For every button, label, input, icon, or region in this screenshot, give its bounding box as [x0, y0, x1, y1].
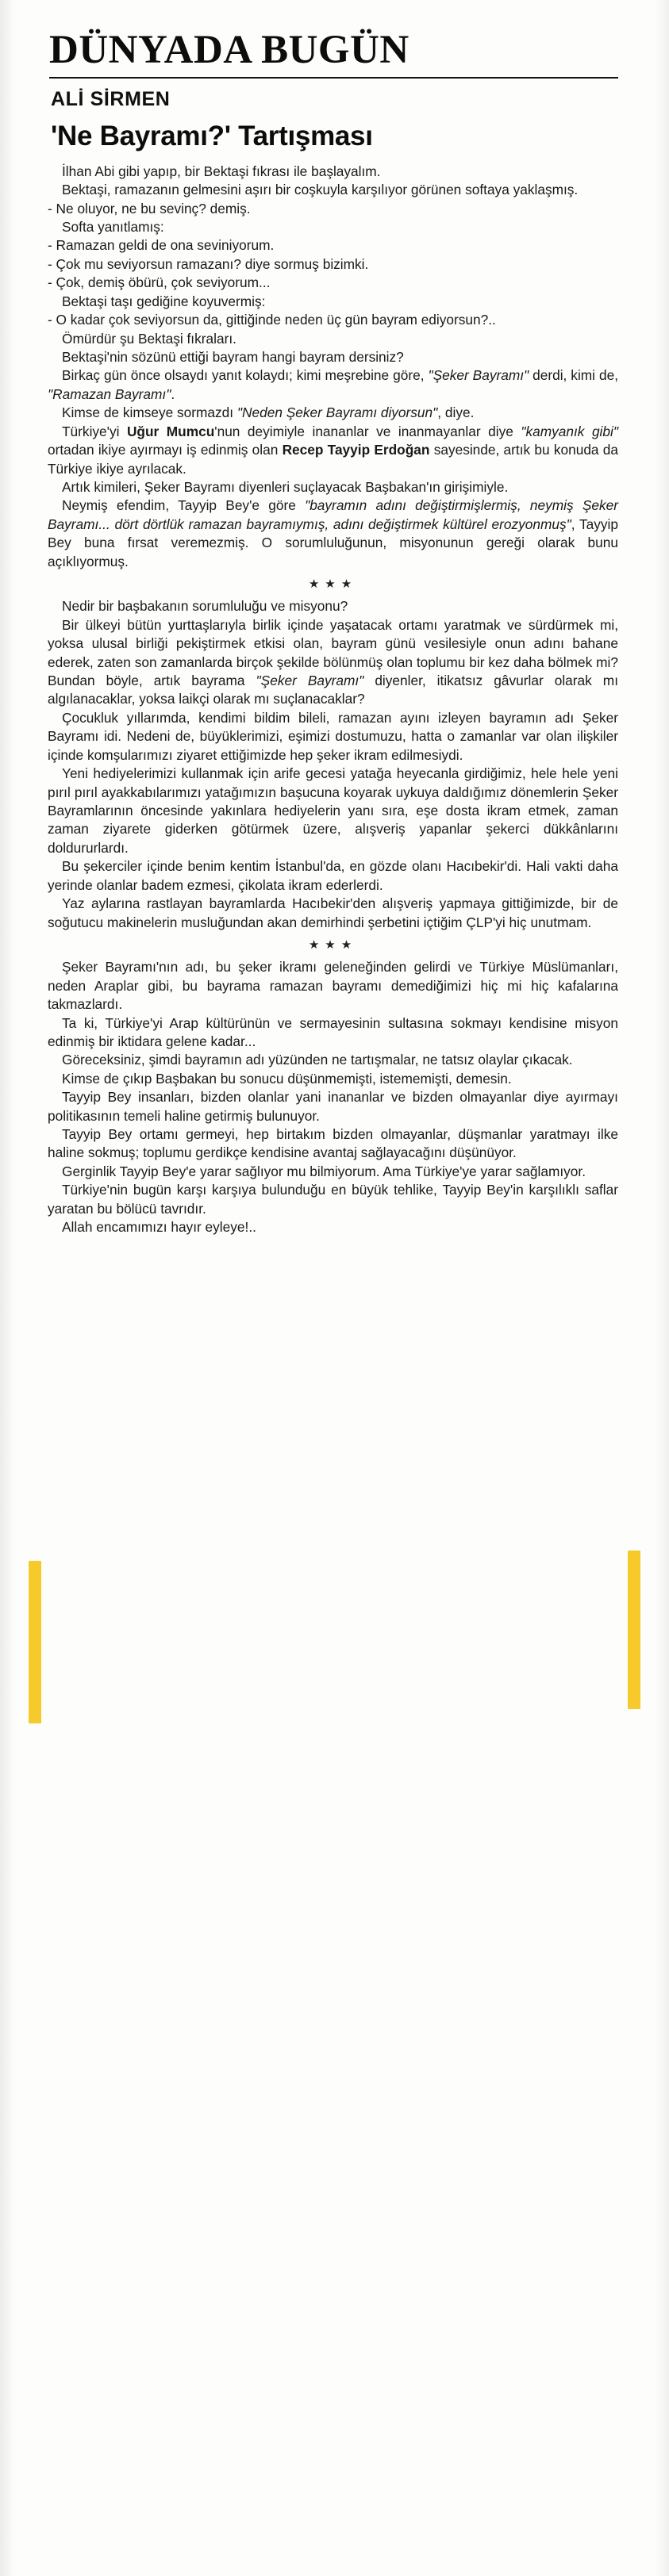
article-paragraph: Birkaç gün önce olsaydı yanıt kolaydı; kimi meşrebine göre, "Şeker Bayramı" derdi, kimi de, "Ramazan Bayramı". [48, 367, 618, 402]
article-paragraph: Türkiye'nin bugün karşı karşıya bulunduğu en büyük tehlike, Tayyip Bey'in karşılıklı saflar yaratan bu bölücü tavrıdır. [48, 1182, 618, 1217]
section-divider: ★★★ [308, 577, 358, 592]
article-paragraph: Türkiye'yi Uğur Mumcu'nun deyimiyle inananlar ve inanmayanlar diye "kamyanık gibi" ortadan ikiye ayırmayı iş edinmiş olan Recep Tayyip Erdoğan sayesinde, artık bu konuda da Türkiye ikiye ayrılacak. [48, 423, 618, 477]
column-masthead: DÜNYADA BUGÜN [49, 28, 409, 72]
article-paragraph: Ömürdür şu Bektaşi fıkraları. [62, 330, 236, 347]
article-paragraph: Kimse de çıkıp Başbakan bu sonucu düşünmemişti, istememişti, demesin. [62, 1070, 512, 1087]
article-paragraph: İlhan Abi gibi yapıp, bir Bektaşi fıkrası ile başlayalım. [62, 163, 381, 179]
article-paragraph: Bektaşi taşı gediğine koyuvermiş: [62, 293, 266, 309]
article-paragraph: Gerginlik Tayyip Bey'e yarar sağlıyor mu bilmiyorum. Ama Türkiye'ye yarar sağlamıyor. [62, 1163, 586, 1179]
article-column [0, 0, 669, 1261]
article-paragraph: Göreceksiniz, şimdi bayramın adı yüzünden ne tartışmalar, ne tatsız olaylar çıkacak. [62, 1052, 573, 1068]
masthead-rule [49, 77, 618, 79]
article-paragraph: Çocukluk yıllarımda, kendimi bildim bileli, ramazan ayını izleyen bayramın adı Şeker Bayramı idi. Nedeni de, büyüklerimizi, eşimizi dostumuzu, hatta o zamanlar var olan ilişkiler içinde komşularımızı ziyaret ettiğimizde hep şeker ikram edilmesiydi. [48, 709, 618, 763]
article-paragraph: Softa yanıtlamış: [62, 219, 164, 236]
article-paragraph: Bektaşi'nin sözünü ettiği bayram hangi bayram dersiniz? [62, 348, 404, 365]
article-paragraph: Ta ki, Türkiye'yi Arap kültürünün ve sermayesinin sultasına sokmayı kendisine misyon edinmiş bir iktidara gelene kadar... [48, 1014, 618, 1049]
article-paragraph: Yaz aylarına rastlayan bayramlarda Hacıbekir'den alışveriş yapmaya gittiğimizde, bir de soğutucu makinelerin musluğundan akan demirhindi şerbetini içtiğim ÇLP'yi hiç unutmam. [48, 895, 618, 930]
article-paragraph: - Çok, demiş öbürü, çok seviyorum... [48, 274, 271, 291]
article-paragraph: Şeker Bayramı'nın adı, bu şeker ikramı geleneğinden gelirdi ve Türkiye Müslümanları, neden Araplar gibi, bu bayrama ramazan bayramı demediğimizi hiç mi hiç kafalarına takmazlardı. [48, 959, 618, 1013]
article-paragraph: Allah encamımızı hayır eyleye!.. [62, 1219, 256, 1236]
article-paragraph: - O kadar çok seviyorsun da, gittiğinde neden üç gün bayram ediyorsun?.. [48, 312, 496, 328]
highlighter-mark-right [628, 1551, 640, 1709]
article-paragraph: Bektaşi, ramazanın gelmesini aşırı bir coşkuyla karşılıyor görünen softaya yaklaşmış. [62, 182, 579, 198]
article-body [48, 163, 618, 1237]
article-paragraph: Bu şekerciler içinde benim kentim İstanbul'da, en gözde olanı Hacıbekir'di. Hali vakti daha yerinde olanlar badem ezmesi, çikolata ikram ederlerdi. [48, 858, 618, 893]
article-paragraph: Tayyip Bey ortamı germeyi, hep birtakım bizden olmayanlar, düşmanlar yaratmayı ilke haline sokmuş; toplumu gerdikçe kendisine avantaj sağlayacağını düşünüyor. [48, 1126, 618, 1161]
article-paragraph: - Çok mu seviyorsun ramazanı? diye sormuş bizimki. [48, 255, 369, 272]
article-paragraph: Tayyip Bey insanları, bizden olanlar yani inananlar ve bizden olmayanlar diye ayırmayı politikasının temeli haline getirmiş bulunuyor. [48, 1089, 618, 1124]
article-paragraph: Artık kimileri, Şeker Bayramı diyenleri suçlayacak Başbakan'ın girişimiyle. [62, 478, 509, 495]
highlighter-mark-left [29, 1561, 41, 1723]
section-divider: ★★★ [308, 937, 358, 952]
article-paragraph: - Ne oluyor, ne bu sevinç? demiş. [48, 200, 251, 217]
author-byline: ALİ SİRMEN [51, 88, 171, 110]
article-paragraph: Yeni hediyelerimizi kullanmak için arife gecesi yatağa heyecanla girdiğimiz, hele hele yeni pırıl pırıl ayakkabılarımızı yatağımızın başucuna koyarak uykuya daldığımız dönemlerin Şeker Bayramlarının öncesinde yakınlara hediyelerin yanı sıra, eşe dosta ikram etmek, zaman zaman ziyarete giderken götürmek üzere, alışveriş yapanlar şekerci dükkânlarını doldururlardı. [48, 765, 618, 856]
article-headline: 'Ne Bayramı?' Tartışması [51, 121, 373, 151]
article-paragraph: - Ramazan geldi de ona seviniyorum. [48, 237, 275, 254]
article-paragraph: Neymiş efendim, Tayyip Bey'e göre "bayramın adını değiştirmişlermiş, neymiş Şeker Bayramı... dört dörtlük ramazan bayramıymış, adını değiştirmek kültürel erozyonmuş", Tayyip Bey buna fırsat veremezmiş. O sorumluluğunun, misyonunun gereği olarak bunu açıklıyormuş. [48, 497, 618, 569]
article-paragraph: Bir ülkeyi bütün yurttaşlarıyla birlik içinde yaşatacak ortamı yaratmak ve sürdürmek mi, yoksa ulusal birliği pekiştirmek etkisi olan, bayram günü vesilesiyle onun adını bahane ederek, zaten son zamanlarda birçok şekilde bölünmüş olan toplumu bir kez daha bölmek mi?Bundan böyle, artık bayrama "Şeker Bayramı" diyenler, itikatsız gâvurlar olarak mı algılanacaklar, yoksa laikçi olarak mı suçlanacaklar? [48, 616, 618, 707]
article-paragraph: Kimse de kimseye sormazdı "Neden Şeker Bayramı diyorsun", diye. [62, 404, 475, 421]
article-paragraph: Nedir bir başbakanın sorumluluğu ve misyonu? [62, 598, 348, 615]
